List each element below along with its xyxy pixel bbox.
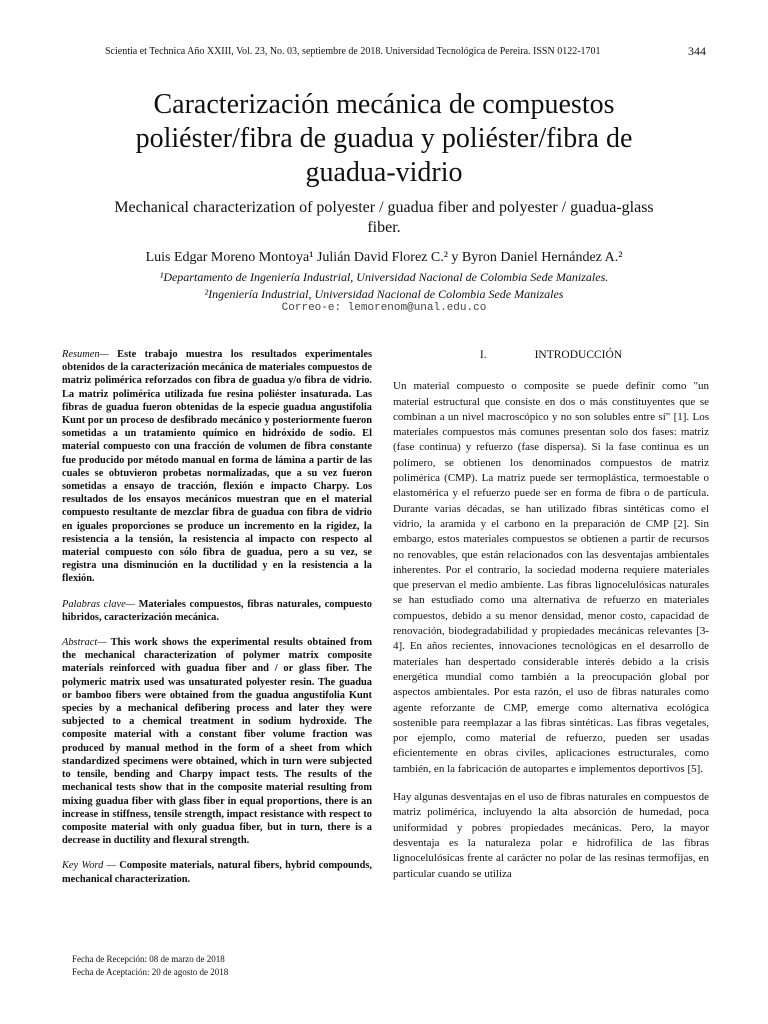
contact-email: Correo-e: lemorenom@unal.edu.co [281,302,487,314]
key-word-paragraph [62,859,372,885]
key-word-text: Composite materials, natural fibers, hybrid compounds, mechanical characterization. [62,860,372,885]
palabras-clave-label: Palabras clave— [62,598,135,610]
received-date: Fecha de Recepción: 08 de marzo de 2018 [72,954,225,964]
abstract-column [62,348,372,898]
section-title: INTRODUCCIÓN [534,349,623,361]
journal-header: Scientia et Technica Año XXIII, Vol. 23, No. 03, septiembre de 2018. Universidad Tecnológica de Pereira. ISSN 0122-1701 [105,46,601,57]
affiliation-2: ²Ingeniería Industrial, Universidad Nacional de Colombia Sede Manizales [204,287,564,301]
intro-paragraph-1: Un material compuesto o composite se puede definir como "un material estructural que consiste en dos o más constituyentes que se combinan a un nivel macroscópico y no son solubles entre sí" [1]. Los materiales compuestos más comunes presentan solo dos fases: matriz (fase continua) y refuerzo (fase dispersa). Si la fase continua es un polímero, se obtienen los denominados compuestos de matriz polimérica (CMP). La matriz puede ser termoplástica, termoestable o elastomérica y el refuerzo puede ser en forma de fibra o de partícula. Durante varias décadas, se han utilizado fibras sintéticas como el vidrio, la aramida y el carbono en la preparación de CMP [2]. Sin embargo, estos materiales compuestos se obtienen a partir de recursos no renovables, que están relacionados con las desventajas ambientales inherentes. Por el contrario, la sociedad moderna requiere materiales que preservan el medio ambiente. Las fibras lignocelulósicas naturales se han estudiado como una alternativa de refuerzo en materiales compuestos, debido a su menor densidad, menor costo, capacidad de renovación, biodegradabilidad y propiedades mecánicas relevantes [3-4]. En años recientes, innovaciones tecnológicas en el desarrollo de materiales han despertado considerable interés debido a la crisis energética mundial como también a la preocupación global por aspectos ambientales. Por esta razón, el uso de fibras naturales como agente reforzante de CMP, emerge como alternativa ecológica sostenible para reemplazar a las fibras sintéticas. Las fibras vegetales, por ejemplo, como material de refuerzo, pueden ser usadas eficientemente en obras civiles, aplicaciones estructurales, como también, en la fabricación de autopartes e implementos deportivos [5]. [393,380,709,775]
paper-title: Caracterización mecánica de compuestos poliéster/fibra de guadua y poliéster/fibra de guadua-vidrio [135,89,633,188]
body-column [393,348,709,895]
submission-dates [72,953,372,979]
abstract-label: Abstract— [62,637,107,649]
abstract-text: This work shows the experimental results obtained from the mechanical characterization of polymer matrix composite materials reinforced with guadua fiber and / or glass fiber. The polymeric matrix used was unsaturated polyester resin. The guadua or bamboo fibers were obtained from the guadua angustifolia Kunt species by a mechanical defibering process and later they were subjected to a chemical treatment in sodium hydroxide. The composite material with a constant fiber volume fraction was produced by manual method in the form of a sheet from which standardized specimens were obtained, which in turn were subjected to tensile, bending and Charpy impact tests. The results of the mechanical tests show that in the composite material resulting from mixing guadua fiber with glass fiber in equal proportions, there is an increase in stiffness, tensile strength, impact resistance with respect to composite material with only guadua fiber, but in turn, there is a decrease in ductility and flexural strength. [62,637,372,847]
palabras-clave-text: Materiales compuestos, fibras naturales, compuesto hibridos, caracterización mecánica. [62,598,372,623]
authors: Luis Edgar Moreno Montoya¹ Julián David Florez C.² y Byron Daniel Hernández A.² [145,250,623,265]
intro-paragraph-2: Hay algunas desventajas en el uso de fibras naturales en compuestos de matriz polimérica, incluyendo la alta absorción de humedad, poca uniformidad y pobres propiedades mecánicas. Pero, la mayor desventaja es la naturaleza polar e hidrofílica de las fibras lignocelulósicas frente al carácter no polar de las resinas termofijas, en particular cuando se utiliza [393,791,709,880]
key-word-label: Key Word — [62,860,116,872]
affiliation-1: ¹Departamento de Ingeniería Industrial, Universidad Nacional de Colombia Sede Manizales. [159,270,609,284]
resumen-label: Resumen— [62,349,109,360]
paper-subtitle: Mechanical characterization of polyester / guadua fiber and polyester / guadua-glass fiber. [114,199,654,236]
section-number: I. [479,349,487,361]
page-number: 344 [688,44,706,58]
resumen-paragraph [62,348,372,586]
resumen-text: Este trabajo muestra los resultados experimentales obtenidos de la caracterización mecánica de materiales compuestos de matriz polimérica reforzados con fibra de guadua y/o fibra de vidrio. La matriz polimérica utilizada fue resina poliéster insaturada. Las fibras de guadua fueron obtenidas de la especie guadua angustifolia Kunt por un proceso de desfibrado mecánico y posteriormente fueron sometidas a un tratamiento químico en hidróxido de sodio. El material compuesto con una fracción de volumen de fibra constante fue producido por método manual en forma de lámina a partir de las cuales se obtuvieron probetas normalizadas, que a su vez fueron sometidas a ensayo de tracción, flexión e impacto Charpy. Los resultados de los ensayos mecánicos muestran que en el material compuesto resultante de mezclar fibra de guadua con fibra de vidrio en iguales proporciones se produce un incremento en la rigidez, la resistencia a la tensión, la resistencia al impacto con respecto al material compuesto con sólo fibra de guadua, pero a su vez, se registra una disminución en la ductilidad y en la resistencia a la flexión. [62,349,372,585]
section-heading-introduccion [393,348,709,363]
accepted-date: Fecha de Aceptación: 20 de agosto de 2018 [72,967,229,977]
abstract-paragraph [62,636,372,847]
palabras-clave-paragraph [62,598,372,624]
